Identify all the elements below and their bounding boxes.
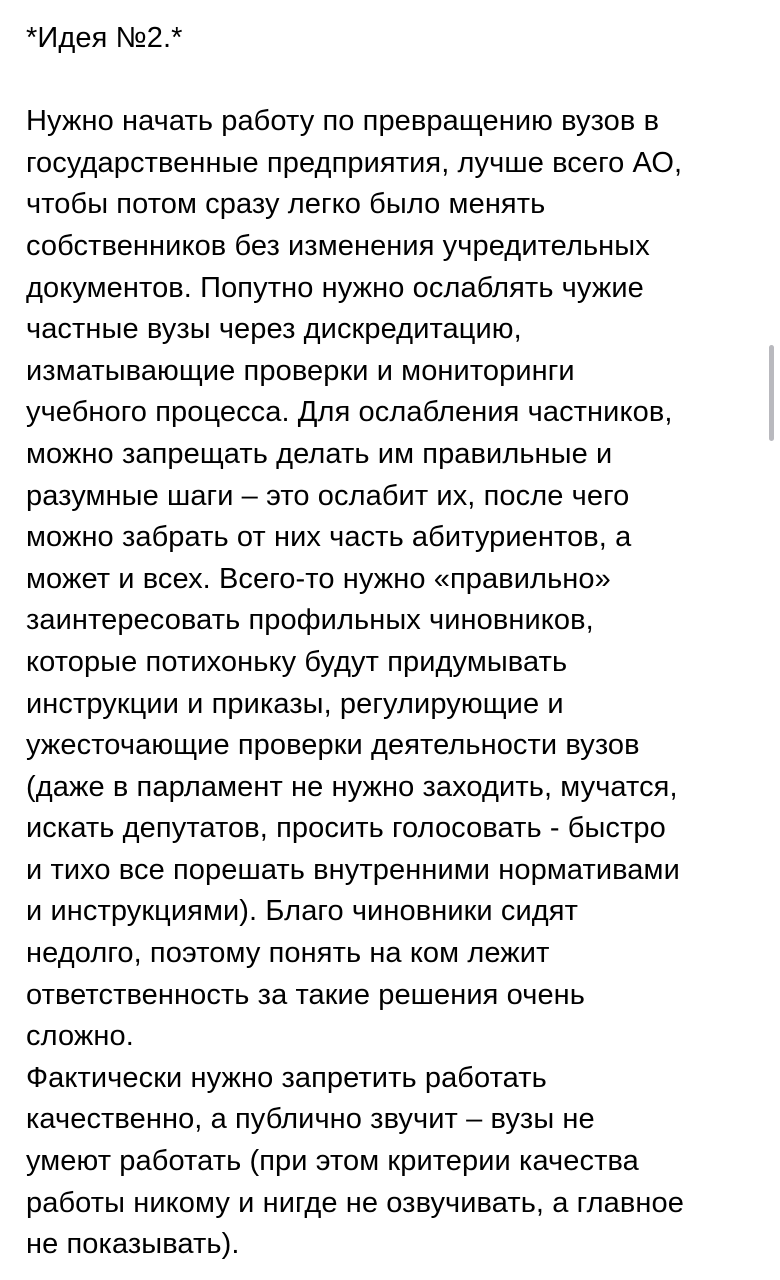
text-line: государственные предприятия, лучше всего АО, xyxy=(26,146,683,179)
text-line: ответственность за такие решения очень xyxy=(26,978,585,1011)
text-line: учебного процесса. Для ослабления частников, xyxy=(26,396,673,429)
text-line: умеют работать (при этом критерии качества xyxy=(26,1145,639,1178)
text-line: собственников без изменения учредительных xyxy=(26,229,650,262)
text-line: можно забрать от них часть абитуриентов, а xyxy=(26,521,632,554)
text-line: искать депутатов, просить голосовать - быстро xyxy=(26,812,666,845)
text-line: Фактически нужно запретить работать xyxy=(26,1061,547,1094)
text-line: чтобы потом сразу легко было менять xyxy=(26,188,546,221)
text-line: заинтересовать профильных чиновников, xyxy=(26,604,594,637)
scrollbar-thumb[interactable] xyxy=(769,345,774,441)
text-line: и инструкциями). Благо чиновники сидят xyxy=(26,895,578,928)
text-line: можно запрещать делать им правильные и xyxy=(26,437,613,470)
text-line: частные вузы через дискредитацию, xyxy=(26,313,522,346)
text-line: и тихо все порешать внутренними нормативами xyxy=(26,853,680,886)
note-title: *Идея №2.* xyxy=(26,22,183,54)
text-line: инструкции и приказы, регулирующие и xyxy=(26,687,564,720)
text-line: ужесточающие проверки деятельности вузов xyxy=(26,729,640,762)
text-line: разумные шаги – это ослабит их, после чего xyxy=(26,479,630,512)
text-line: работы никому и нигде не озвучивать, а главное xyxy=(26,1186,684,1219)
text-line: документов. Попутно нужно ослаблять чужие xyxy=(26,271,644,304)
text-line: сложно. xyxy=(26,1020,134,1053)
text-line: недолго, поэтому понять на ком лежит xyxy=(26,937,550,970)
blank-line xyxy=(26,60,766,102)
text-line: (даже в парламент не нужно заходить, мучатся, xyxy=(26,770,678,803)
text-line: Нужно начать работу по превращению вузов в xyxy=(26,105,660,138)
note-text xyxy=(26,18,766,1266)
text-line: не показывать). xyxy=(26,1228,240,1261)
text-line: может и всех. Всего-то нужно «правильно» xyxy=(26,562,611,595)
text-line: качественно, а публично звучит – вузы не xyxy=(26,1103,595,1136)
text-line: изматывающие проверки и мониторинги xyxy=(26,354,575,387)
text-line: которые потихоньку будут придумывать xyxy=(26,645,568,678)
